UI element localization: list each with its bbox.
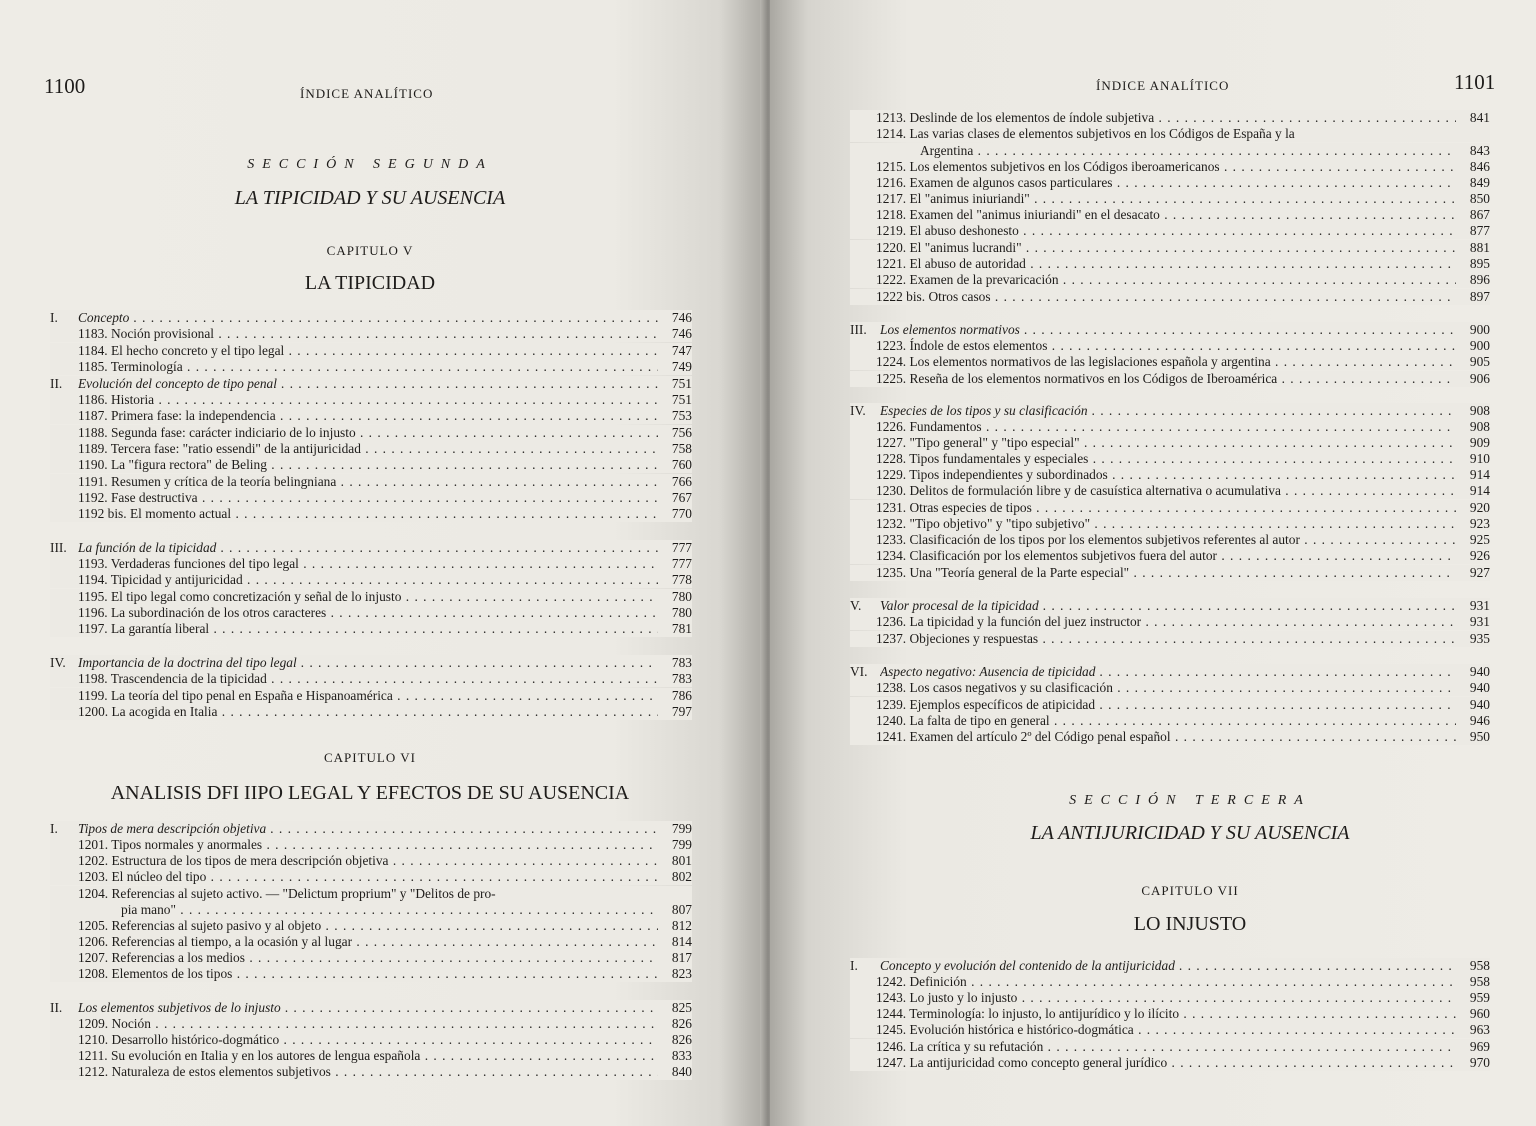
- toc-page-number: 758: [671, 441, 692, 456]
- toc-section-entry: [50, 310, 692, 326]
- toc-entry-title: 1192. Fase destructiva . . .: [78, 490, 658, 506]
- toc-entry: [50, 1016, 692, 1032]
- toc-entry-title: pia mano" . . .: [121, 902, 658, 918]
- page-number: 1101: [1454, 70, 1496, 94]
- toc-entry: [850, 175, 1490, 191]
- toc-page-number: 850: [1469, 191, 1490, 206]
- toc-page-number: 905: [1469, 354, 1490, 369]
- toc-entry: [850, 1022, 1490, 1038]
- toc-entry: [50, 326, 692, 342]
- toc-entry-title: Importancia de la doctrina del tipo legal . . .: [78, 655, 658, 671]
- toc-page-number: 963: [1469, 1022, 1490, 1037]
- toc-entry: [850, 516, 1490, 532]
- toc-entry: [50, 457, 692, 473]
- toc-page-number: 746: [671, 326, 692, 341]
- toc-entry-title: 1216. Examen de algunos casos particulares . . .: [876, 175, 1456, 191]
- toc-page-number: 958: [1469, 974, 1490, 989]
- section-label: SECCIÓN TERCERA: [1069, 793, 1311, 808]
- toc-entry: [50, 688, 692, 704]
- toc-page-number: 895: [1469, 256, 1490, 271]
- toc-roman-numeral: III.: [50, 540, 67, 555]
- toc-section-entry: [50, 821, 692, 837]
- toc-entry: [850, 565, 1490, 581]
- toc-page-number: 746: [671, 310, 692, 325]
- toc-entry-title: 1219. El abuso deshonesto . . .: [876, 223, 1456, 239]
- toc-entry-title: 1222 bis. Otros casos . . .: [876, 289, 1456, 305]
- toc-entry-title: 1231. Otras especies de tipos . . .: [876, 500, 1456, 516]
- toc-page-number: 780: [671, 589, 692, 604]
- toc-entry-title: 1198. Trascendencia de la tipicidad . . .: [78, 671, 658, 687]
- toc-page-number: 799: [671, 821, 692, 836]
- toc-entry: [50, 474, 692, 490]
- toc-entry-title: Tipos de mera descripción objetiva . . .: [78, 821, 658, 837]
- toc-page-number: 920: [1469, 500, 1490, 515]
- toc-entry-title: 1233. Clasificación de los tipos por los elementos subjetivos referentes al autor . . .: [876, 532, 1456, 548]
- toc-page-number: 940: [1469, 680, 1490, 695]
- toc-page-number: 931: [1469, 614, 1490, 629]
- toc-entry-title: Valor procesal de la tipicidad . . .: [880, 598, 1456, 614]
- toc-page-number: 783: [671, 655, 692, 670]
- toc-entry-title: 1187. Primera fase: la independencia . . .: [78, 408, 658, 424]
- toc-roman-numeral: II.: [50, 1000, 63, 1015]
- toc-page-number: 766: [671, 474, 692, 489]
- toc-entry: [50, 621, 692, 637]
- toc-page-number: 840: [671, 1064, 692, 1079]
- toc-entry-title: Los elementos normativos . . .: [880, 322, 1456, 338]
- toc-page-number: 969: [1469, 1039, 1490, 1054]
- toc-entry: [850, 126, 1490, 142]
- toc-roman-numeral: I.: [850, 958, 858, 973]
- toc-section-entry: [50, 540, 692, 556]
- toc-entry: [850, 532, 1490, 548]
- toc-page-number: 825: [671, 1000, 692, 1015]
- toc-page-number: 823: [671, 966, 692, 981]
- toc-entry-title: 1207. Referencias a los medios . . .: [78, 950, 658, 966]
- toc-page-number: 780: [671, 605, 692, 620]
- toc-roman-numeral: I.: [50, 821, 58, 836]
- toc-entry-title: 1230. Delitos de formulación libre y de casuística alternativa o acumulativa . . .: [876, 483, 1456, 499]
- toc-entry-title: 1228. Tipos fundamentales y especiales . . .: [876, 451, 1456, 467]
- toc-page-number: 799: [671, 837, 692, 852]
- toc-entry: [850, 371, 1490, 387]
- toc-entry: [850, 338, 1490, 354]
- toc-entry: [850, 680, 1490, 696]
- toc-section-entry: [850, 598, 1490, 614]
- toc-entry-title: 1239. Ejemplos específicos de atipicidad . . .: [876, 697, 1456, 713]
- toc-entry: [50, 1032, 692, 1048]
- toc-entry: [50, 343, 692, 359]
- toc-page-number: 747: [671, 343, 692, 358]
- toc-entry: [50, 902, 692, 918]
- toc-entry: [50, 408, 692, 424]
- toc-entry: [50, 589, 692, 605]
- toc-page-number: 770: [671, 506, 692, 521]
- toc-entry: [50, 556, 692, 572]
- toc-page-number: 786: [671, 688, 692, 703]
- toc-entry-title: Concepto . . .: [78, 310, 658, 326]
- toc-section-entry: [850, 322, 1490, 338]
- chapter-label: CAPITULO V: [326, 243, 414, 258]
- toc-entry-title: Evolución del concepto de tipo penal . . .: [78, 376, 658, 392]
- toc-entry: [850, 631, 1490, 647]
- toc-entry-title: 1214. Las varias clases de elementos subjetivos en los Códigos de España y la: [876, 126, 1295, 141]
- toc-page-number: 817: [671, 950, 692, 965]
- toc-entry: [50, 392, 692, 408]
- toc-entry: [850, 729, 1490, 745]
- chapter-label: CAPITULO VI: [323, 750, 416, 765]
- toc-roman-numeral: V.: [850, 598, 862, 613]
- toc-entry: [850, 272, 1490, 288]
- toc-entry-title: 1237. Objeciones y respuestas . . .: [876, 631, 1456, 647]
- toc-entry: [50, 886, 692, 902]
- toc-entry-title: 1183. Noción provisional . . .: [78, 326, 658, 342]
- chapter-title: LO INJUSTO: [1133, 913, 1247, 935]
- toc-entry-title: 1240. La falta de tipo en general . . .: [876, 713, 1456, 729]
- toc-entry: [50, 1048, 692, 1064]
- toc-entry: [50, 869, 692, 885]
- toc-section-entry: [50, 1000, 692, 1016]
- toc-entry-title: 1210. Desarrollo histórico-dogmático . . .: [78, 1032, 658, 1048]
- chapter-label: CAPITULO VII: [1141, 883, 1239, 898]
- toc-entry-title: 1244. Terminología: lo injusto, lo antijurídico y lo ilícito . . .: [876, 1006, 1456, 1022]
- toc-roman-numeral: I.: [50, 310, 58, 325]
- toc-entry-title: Aspecto negativo: Ausencia de tipicidad . . .: [880, 664, 1456, 680]
- section-title: LA TIPICIDAD Y SU AUSENCIA: [234, 187, 506, 209]
- toc-entry: [850, 354, 1490, 370]
- toc-page-number: 760: [671, 457, 692, 472]
- toc-page-number: 935: [1469, 631, 1490, 646]
- toc-entry-title: 1221. El abuso de autoridad . . .: [876, 256, 1456, 272]
- left-page: [0, 0, 766, 1126]
- toc-entry-title: 1218. Examen del "animus iniuriandi" en el desacato . . .: [876, 207, 1456, 223]
- toc-entry: [850, 974, 1490, 990]
- toc-entry: [50, 671, 692, 687]
- toc-page-number: 783: [671, 671, 692, 686]
- toc-entry-title: 1227. "Tipo general" y "tipo especial" . . .: [876, 435, 1456, 451]
- toc-roman-numeral: III.: [850, 322, 867, 337]
- toc-page-number: 781: [671, 621, 692, 636]
- toc-entry-title: 1242. Definición . . .: [876, 974, 1456, 990]
- toc-entry: [50, 1064, 692, 1080]
- toc-entry-title: 1184. El hecho concreto y el tipo legal . . .: [78, 343, 658, 359]
- toc-page-number: 756: [671, 425, 692, 440]
- section-label: SECCIÓN SEGUNDA: [247, 157, 493, 172]
- toc-entry: [850, 451, 1490, 467]
- toc-entry-title: 1235. Una "Teoría general de la Parte especial" . . .: [876, 565, 1456, 581]
- toc-entry-title: 1243. Lo justo y lo injusto . . .: [876, 990, 1456, 1006]
- toc-entry: [50, 605, 692, 621]
- toc-entry: [850, 207, 1490, 223]
- toc-entry-title: 1238. Los casos negativos y su clasificación . . .: [876, 680, 1456, 696]
- toc-page-number: 896: [1469, 272, 1490, 287]
- toc-entry-title: 1197. La garantía liberal . . .: [78, 621, 658, 637]
- toc-page-number: 801: [671, 853, 692, 868]
- toc-entry: [850, 435, 1490, 451]
- toc-page-number: 841: [1469, 110, 1490, 125]
- toc-section-entry: [850, 664, 1490, 680]
- toc-entry: [50, 572, 692, 588]
- toc-entry-title: 1196. La subordinación de los otros caracteres . . .: [78, 605, 658, 621]
- toc-section-entry: [50, 376, 692, 392]
- toc-entry: [50, 950, 692, 966]
- toc-entry-title: 1204. Referencias al sujeto activo. — "Delictum proprium" y "Delitos de pro-: [78, 886, 496, 901]
- toc-entry-title: 1194. Tipicidad y antijuricidad . . .: [78, 572, 658, 588]
- toc-entry: [850, 1055, 1490, 1071]
- toc-entry-title: 1229. Tipos independientes y subordinados . . .: [876, 467, 1456, 483]
- toc-page-number: 914: [1469, 483, 1490, 498]
- toc-page-number: 925: [1469, 532, 1490, 547]
- toc-entry: [50, 441, 692, 457]
- toc-entry-title: 1223. Índole de estos elementos . . .: [876, 338, 1456, 354]
- toc-page-number: 812: [671, 918, 692, 933]
- toc-entry-title: 1224. Los elementos normativos de las legislaciones española y argentina . . .: [876, 354, 1456, 370]
- toc-entry: [50, 359, 692, 375]
- toc-page-number: 867: [1469, 207, 1490, 222]
- toc-entry: [850, 223, 1490, 239]
- toc-page-number: 797: [671, 704, 692, 719]
- toc-entry-title: 1208. Elementos de los tipos . . .: [78, 966, 658, 982]
- toc-page-number: 843: [1469, 143, 1490, 158]
- toc-entry-title: 1241. Examen del artículo 2º del Código penal español . . .: [876, 729, 1456, 745]
- toc-entry: [50, 837, 692, 853]
- toc-entry: [850, 159, 1490, 175]
- toc-entry: [50, 853, 692, 869]
- toc-page-number: 909: [1469, 435, 1490, 450]
- toc-entry: [50, 506, 692, 522]
- toc-entry-title: Especies de los tipos y su clasificación . . .: [880, 403, 1456, 419]
- toc-entry-title: 1190. La "figura rectora" de Beling . . .: [78, 457, 658, 473]
- toc-entry: [850, 483, 1490, 499]
- toc-page-number: 946: [1469, 713, 1490, 728]
- toc-page-number: 906: [1469, 371, 1490, 386]
- toc-entry-title: 1246. La crítica y su refutación . . .: [876, 1039, 1456, 1055]
- toc-entry: [850, 1006, 1490, 1022]
- toc-entry: [850, 1039, 1490, 1055]
- toc-entry-title: 1209. Noción . . .: [78, 1016, 658, 1032]
- toc-entry-title: 1234. Clasificación por los elementos subjetivos fuera del autor . . .: [876, 548, 1456, 564]
- chapter-title: ANALISIS DFI IIPO LEGAL Y EFECTOS DE SU AUSENCIA: [110, 782, 630, 804]
- toc-page-number: 897: [1469, 289, 1490, 304]
- toc-page-number: 910: [1469, 451, 1490, 466]
- toc-page-number: 826: [671, 1032, 692, 1047]
- toc-page-number: 931: [1469, 598, 1490, 613]
- toc-page-number: 908: [1469, 419, 1490, 434]
- toc-page-number: 959: [1469, 990, 1490, 1005]
- toc-entry-title: La función de la tipicidad . . .: [78, 540, 658, 556]
- toc-page-number: 753: [671, 408, 692, 423]
- running-head: ÍNDICE ANALÍTICO: [300, 86, 434, 101]
- toc-entry: [850, 990, 1490, 1006]
- toc-entry: [850, 143, 1490, 159]
- toc-entry-title: 1220. El "animus lucrandi" . . .: [876, 240, 1456, 256]
- toc-entry-title: 1202. Estructura de los tipos de mera descripción objetiva . . .: [78, 853, 658, 869]
- toc-page-number: 846: [1469, 159, 1490, 174]
- toc-entry: [50, 934, 692, 950]
- toc-entry-title: 1212. Naturaleza de estos elementos subjetivos . . .: [78, 1064, 658, 1080]
- toc-roman-numeral: IV.: [850, 403, 866, 418]
- toc-page-number: 908: [1469, 403, 1490, 418]
- toc-page-number: 950: [1469, 729, 1490, 744]
- toc-page-number: 958: [1469, 958, 1490, 973]
- toc-page-number: 777: [671, 556, 692, 571]
- toc-page-number: 923: [1469, 516, 1490, 531]
- toc-entry: [50, 966, 692, 982]
- toc-page-number: 767: [671, 490, 692, 505]
- toc-entry-title: 1193. Verdaderas funciones del tipo legal . . .: [78, 556, 658, 572]
- toc-page-number: 914: [1469, 467, 1490, 482]
- toc-entry-title: 1189. Tercera fase: "ratio essendi" de la antijuricidad . . .: [78, 441, 658, 457]
- toc-page-number: 833: [671, 1048, 692, 1063]
- toc-page-number: 970: [1469, 1055, 1490, 1070]
- toc-entry: [850, 240, 1490, 256]
- toc-entry-title: Concepto y evolución del contenido de la antijuricidad . . .: [880, 958, 1456, 974]
- toc-section-entry: [50, 655, 692, 671]
- toc-roman-numeral: II.: [50, 376, 63, 391]
- toc-entry: [850, 713, 1490, 729]
- toc-page-number: 881: [1469, 240, 1490, 255]
- toc-page-number: 940: [1469, 697, 1490, 712]
- toc-entry-title: 1213. Deslinde de los elementos de índole subjetiva . . .: [876, 110, 1456, 126]
- right-page: [770, 0, 1536, 1126]
- running-head: ÍNDICE ANALÍTICO: [1096, 78, 1230, 93]
- toc-entry-title: 1206. Referencias al tiempo, a la ocasión y al lugar . . .: [78, 934, 658, 950]
- toc-entry-title: 1200. La acogida en Italia . . .: [78, 704, 658, 720]
- toc-page-number: 927: [1469, 565, 1490, 580]
- toc-entry-title: 1217. El "animus iniuriandi" . . .: [876, 191, 1456, 207]
- page-number: 1100: [44, 74, 86, 98]
- toc-section-entry: [850, 958, 1490, 974]
- toc-entry-title: 1211. Su evolución en Italia y en los autores de lengua española . . .: [78, 1048, 658, 1064]
- toc-page-number: 802: [671, 869, 692, 884]
- toc-entry-title: 1199. La teoría del tipo penal en España e Hispanoamérica . . .: [78, 688, 658, 704]
- toc-entry-title: 1188. Segunda fase: carácter indiciario de lo injusto . . .: [78, 425, 658, 441]
- toc-page-number: 814: [671, 934, 692, 949]
- toc-page-number: 807: [671, 902, 692, 917]
- toc-entry: [850, 614, 1490, 630]
- toc-page-number: 900: [1469, 338, 1490, 353]
- toc-entry: [850, 110, 1490, 126]
- toc-entry: [850, 256, 1490, 272]
- toc-roman-numeral: IV.: [50, 655, 66, 670]
- toc-page-number: 751: [671, 376, 692, 391]
- toc-entry: [850, 467, 1490, 483]
- toc-page-number: 900: [1469, 322, 1490, 337]
- toc-entry-title: 1247. La antijuricidad como concepto general jurídico . . .: [876, 1055, 1456, 1071]
- toc-entry-title: 1236. La tipicidad y la función del juez instructor . . .: [876, 614, 1456, 630]
- toc-entry-title: 1225. Reseña de los elementos normativos en los Códigos de Iberoamérica . . .: [876, 371, 1456, 387]
- toc-entry-title: 1222. Examen de la prevaricación . . .: [876, 272, 1456, 288]
- toc-page-number: 926: [1469, 548, 1490, 563]
- toc-entry-title: 1205. Referencias al sujeto pasivo y al objeto . . .: [78, 918, 658, 934]
- toc-entry-title: Argentina . . .: [920, 143, 1456, 159]
- toc-page-number: 877: [1469, 223, 1490, 238]
- toc-page-number: 826: [671, 1016, 692, 1031]
- toc-section-entry: [850, 403, 1490, 419]
- toc-page-number: 777: [671, 540, 692, 555]
- toc-entry-title: 1226. Fundamentos . . .: [876, 419, 1456, 435]
- toc-entry: [850, 191, 1490, 207]
- toc-page-number: 751: [671, 392, 692, 407]
- toc-entry: [850, 289, 1490, 305]
- toc-entry: [50, 704, 692, 720]
- toc-entry-title: 1191. Resumen y crítica de la teoría belingniana . . .: [78, 474, 658, 490]
- toc-page-number: 778: [671, 572, 692, 587]
- toc-entry-title: 1232. "Tipo objetivo" y "tipo subjetivo" . . .: [876, 516, 1456, 532]
- toc-entry-title: 1215. Los elementos subjetivos en los Códigos iberoamericanos . . .: [876, 159, 1456, 175]
- section-title: LA ANTIJURICIDAD Y SU AUSENCIA: [1030, 822, 1350, 844]
- toc-entry-title: 1201. Tipos normales y anormales . . .: [78, 837, 658, 853]
- toc-entry: [850, 419, 1490, 435]
- toc-page-number: 940: [1469, 664, 1490, 679]
- toc-entry: [50, 490, 692, 506]
- toc-roman-numeral: VI.: [850, 664, 868, 679]
- chapter-title: LA TIPICIDAD: [304, 272, 436, 294]
- toc-entry-title: Los elementos subjetivos de lo injusto . . .: [78, 1000, 658, 1016]
- toc-entry-title: 1192 bis. El momento actual . . .: [78, 506, 658, 522]
- toc-page-number: 749: [671, 359, 692, 374]
- toc-entry: [50, 425, 692, 441]
- toc-entry-title: 1185. Terminología . . .: [78, 359, 658, 375]
- toc-entry: [50, 918, 692, 934]
- toc-page-number: 849: [1469, 175, 1490, 190]
- toc-entry: [850, 697, 1490, 713]
- toc-page-number: 960: [1469, 1006, 1490, 1021]
- toc-entry-title: 1245. Evolución histórica e histórico-dogmática . . .: [876, 1022, 1456, 1038]
- toc-entry: [850, 500, 1490, 516]
- toc-entry: [850, 548, 1490, 564]
- toc-entry-title: 1195. El tipo legal como concretización y señal de lo injusto . . .: [78, 589, 658, 605]
- toc-entry-title: 1203. El núcleo del tipo . . .: [78, 869, 658, 885]
- toc-entry-title: 1186. Historia . . .: [78, 392, 658, 408]
